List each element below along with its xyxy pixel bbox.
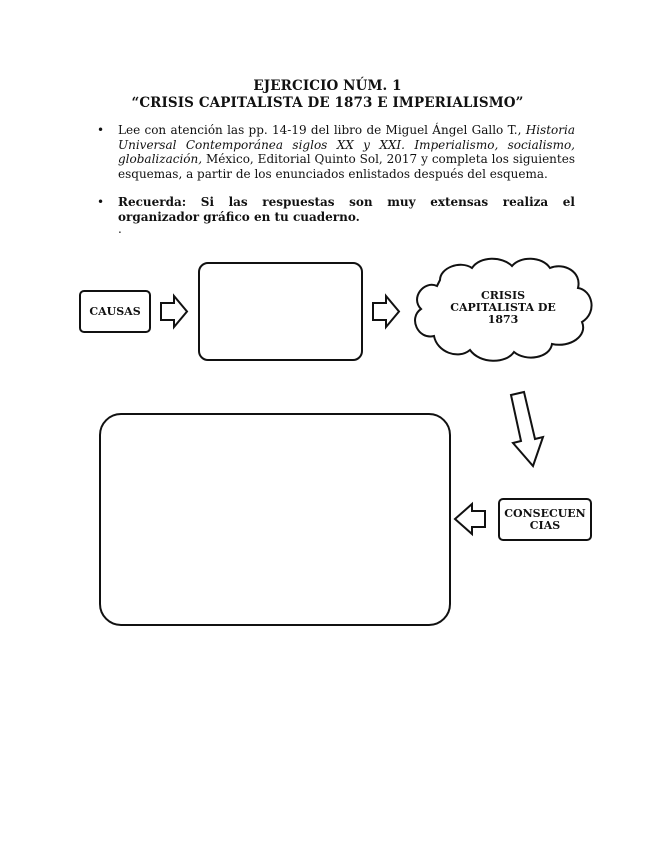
- cloud-label-line: 1873: [487, 313, 519, 326]
- reminder-paragraph: Recuerda: Si las respuestas son muy extensas realiza el organizador gráfico en tu cuaderno.: [118, 195, 575, 224]
- arrow-right-icon: [373, 296, 399, 327]
- arrow-left-icon: [455, 504, 485, 534]
- causas-answer-box[interactable]: [198, 262, 363, 361]
- exercise-subtitle: “CRISIS CAPITALISTA DE 1873 E IMPERIALISMO”: [131, 95, 524, 111]
- arrow-down-icon: [511, 392, 543, 466]
- causas-box: [79, 290, 151, 333]
- bullet-2: •: [97, 195, 105, 209]
- book-title-italic: Historia Universal Contemporánea siglos XX y XXI. Imperialismo, socialismo, globalización,: [118, 123, 575, 166]
- exercise-title: EJERCICIO NÚM. 1: [253, 78, 402, 94]
- consecuencias-answer-box[interactable]: [99, 413, 451, 626]
- cloud-label-line: CRISIS: [480, 289, 526, 302]
- consecuencias-label: CONSECUEN CIAS: [504, 506, 586, 532]
- instruction-text-end: México, Editorial Quinto Sol, 2017 y completa los siguientes esquemas, a partir de los enunciados enlistados después del esquema.: [118, 152, 575, 181]
- instruction-text-start: Lee con atención las pp. 14-19 del libro de Miguel Ángel Gallo T.,: [118, 123, 526, 137]
- cloud-label: [433, 290, 573, 326]
- causas-label: CAUSAS: [89, 304, 141, 318]
- consecuencias-box: [498, 498, 592, 541]
- cloud-label-line: CAPITALISTA DE: [450, 301, 556, 314]
- stray-dot: .: [118, 222, 122, 236]
- arrow-right-icon: [161, 296, 187, 327]
- bullet-1: •: [97, 123, 105, 137]
